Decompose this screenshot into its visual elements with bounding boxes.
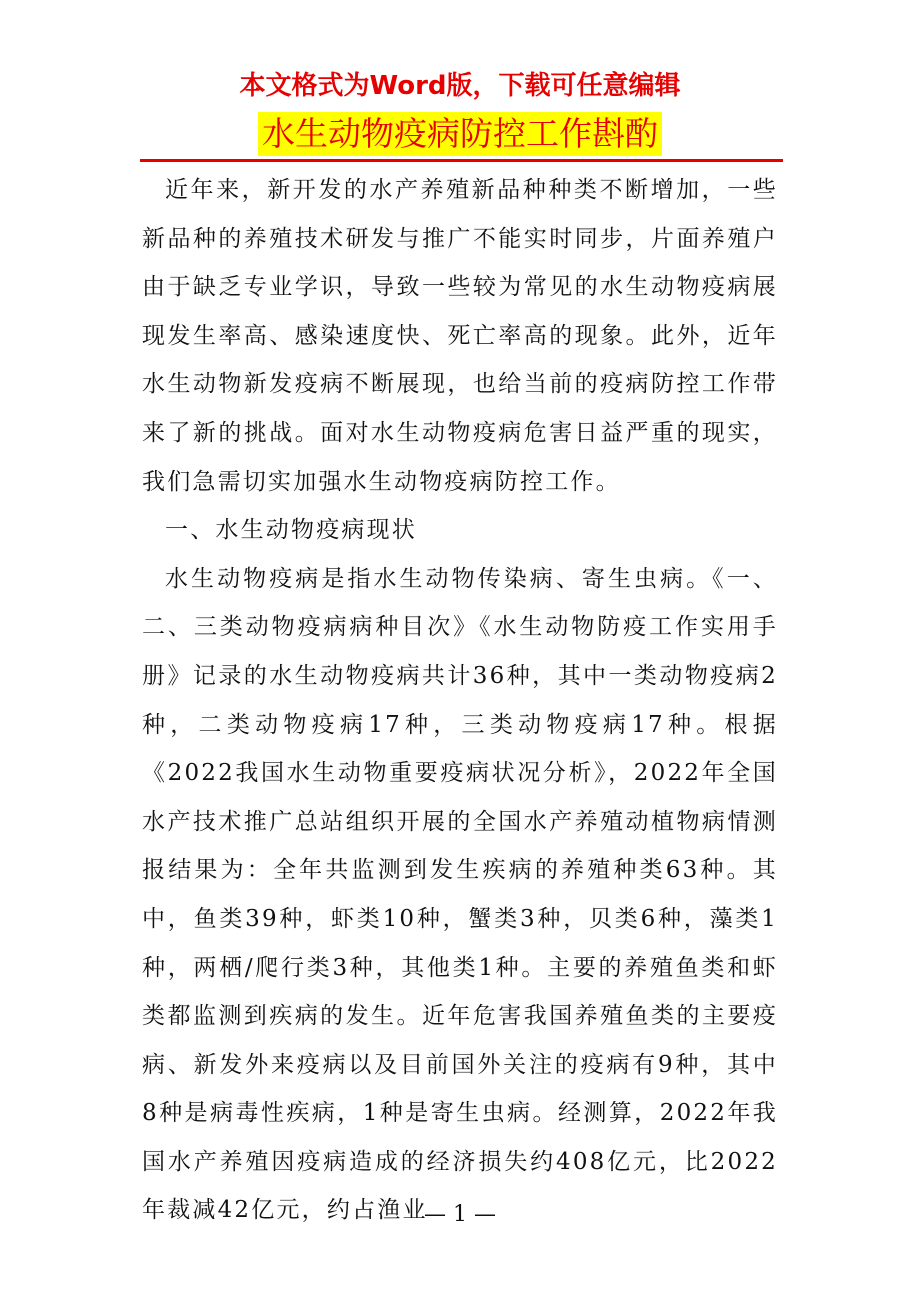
document-title: 水生动物疫病防控工作斟酌 <box>258 112 662 156</box>
title-divider <box>140 159 783 162</box>
page-number: — 1 — <box>424 1202 496 1227</box>
status-paragraph: 水生动物疫病是指水生动物传染病、寄生虫病。《一、二、三类动物疫病病种目次》《水生动物防疫工作实用手册》记录的水生动物疫病共计36种，其中一类动物疫病2种，二类动物疫病17种，三类动物疫病17种。根据《2022我国水生动物重要疫病状况分析》，2022年全国水产技术推广总站组织开展的全国水产养殖动植物病情测报结果为：全年共监测到发生疾病的养殖种类63种。其中，鱼类39种，虾类10种，蟹类3种，贝类6种，藻类1种，两栖/爬行类3种，其他类1种。主要的养殖鱼类和虾类都监测到疾病的发生。近年危害我国养殖鱼类的主要疫病、新发外来疫病以及目前国外关注的疫病有9种，其中8种是病毒性疾病，1种是寄生虫病。经测算，2022年我国水产养殖因疫病造成的经济损失约408亿元，比2022年裁减42亿元，约占渔业 <box>142 565 778 1224</box>
format-notice-banner: 本文格式为Word版，下载可任意编辑 <box>239 71 681 101</box>
section-heading: 一、水生动物疫病现状 <box>165 517 417 544</box>
intro-paragraph: 近年来，新开发的水产养殖新品种种类不断增加，一些新品种的养殖技术研发与推广不能实时同步，片面养殖户由于缺乏专业学识，导致一些较为常见的水生动物疫病展现发生率高、感染速度快、死亡率高的现象。此外，近年水生动物新发疫病不断展现，也给当前的疫病防控工作带来了新的挑战。面对水生动物疫病危害日益严重的现实，我们急需切实加强水生动物疫病防控工作。 <box>142 177 778 495</box>
title-container <box>0 112 920 156</box>
document-body <box>142 166 778 1235</box>
